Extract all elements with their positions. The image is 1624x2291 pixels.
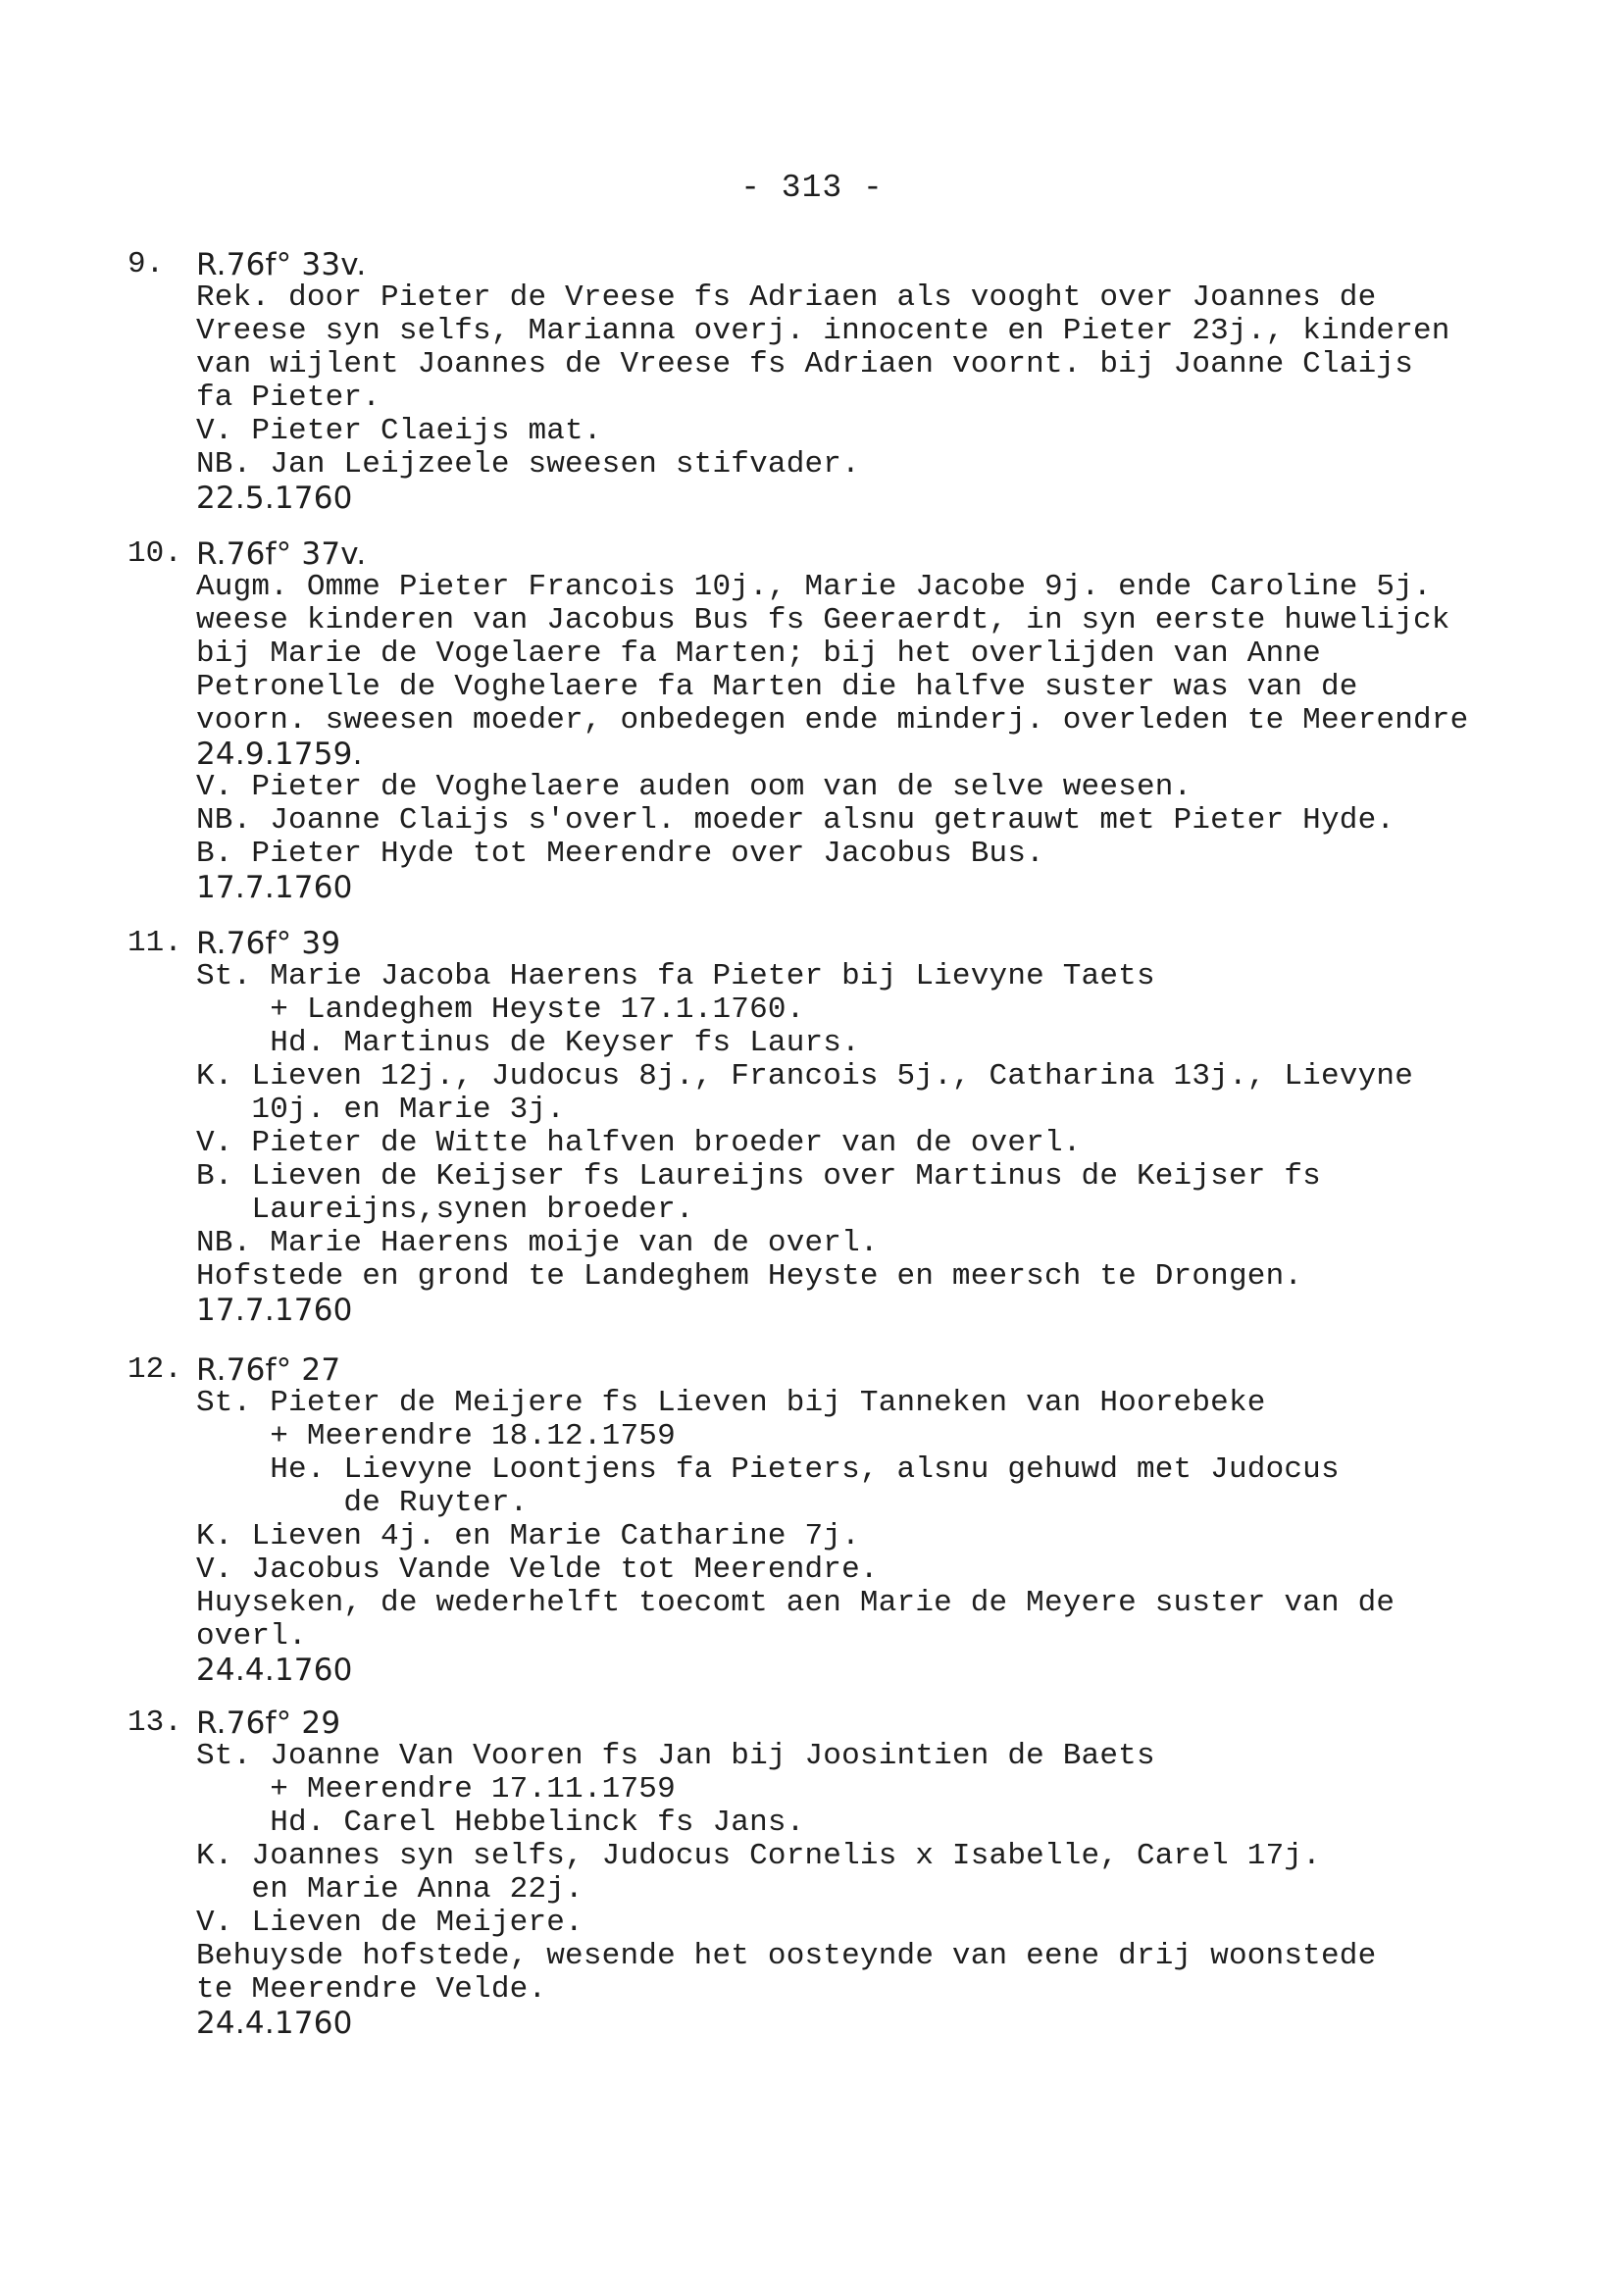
entry-line: 10j. en Marie 3j. [196, 1093, 566, 1127]
entry-line: Behuysde hofstede, wesende het oosteynde van eene drij woonstede [196, 1939, 1377, 1973]
page-number: - 313 - [740, 170, 884, 206]
entry-body [196, 248, 1589, 515]
entry-body [196, 1706, 1589, 2040]
entry-date: 24.4.1760 [196, 2006, 353, 2041]
entry-line: NB. Joanne Claijs s'overl. moeder alsnu getrauwt met Pieter Hyde. [196, 803, 1396, 838]
entry-line: + Meerendre 17.11.1759 [196, 1772, 676, 1807]
entry-date: 17.7.1760 [196, 1293, 353, 1328]
entry-line: Hd. Carel Hebbelinck fs Jans. [196, 1806, 805, 1840]
entry-number: 9. [127, 247, 165, 281]
entry-date: 17.7.1760 [196, 870, 353, 905]
entry-line: V. Pieter de Witte halfven broeder van de overl. [196, 1126, 1082, 1160]
entry-line: te Meerendre Velde. [196, 1972, 547, 2007]
entry-line: weese kinderen van Jacobus Bus fs Geeraerdt, in syn eerste huwelijck [196, 603, 1450, 637]
entry-body [196, 537, 1589, 904]
entry-number: 10. [127, 536, 182, 571]
entry-line: voorn. sweesen moeder, onbedegen ende minderj. overleden te Meerendre [196, 703, 1469, 738]
entry-reference: R.76f° 27 [196, 1352, 341, 1388]
entry-line: St. Joanne Van Vooren fs Jan bij Joosintien de Baets [196, 1739, 1155, 1773]
entry-number: 11. [127, 926, 182, 960]
entry-body [196, 927, 1589, 1327]
entry-date: 24.4.1760 [196, 1653, 353, 1688]
entry-line: Hofstede en grond te Landeghem Heyste en meersch te Drongen. [196, 1259, 1303, 1294]
entry-line: Petronelle de Voghelaere fa Marten die halfve suster was van de [196, 670, 1358, 704]
entry-line: V. Pieter Claeijs mat. [196, 414, 602, 448]
entry-line: B. Lieven de Keijser fs Laureijns over Martinus de Keijser fs [196, 1159, 1321, 1194]
entry-line: NB. Jan Leijzeele sweesen stifvader. [196, 447, 860, 482]
entry-line: + Landeghem Heyste 17.1.1760. [196, 993, 805, 1027]
entry-line: K. Lieven 4j. en Marie Catharine 7j. [196, 1519, 860, 1553]
entry-body [196, 1353, 1589, 1687]
entry-line: V. Jacobus Vande Velde tot Meerendre. [196, 1553, 879, 1587]
entry-line: Laureijns,synen broeder. [196, 1193, 694, 1227]
entry-line: + Meerendre 18.12.1759 [196, 1419, 676, 1453]
entry-line: K. Lieven 12j., Judocus 8j., Francois 5j., Catharina 13j., Lievyne [196, 1059, 1413, 1094]
entry-line: Huyseken, de wederhelft toecomt aen Marie de Meyere suster van de [196, 1586, 1396, 1620]
entry-line: B. Pieter Hyde tot Meerendre over Jacobus Bus. [196, 837, 1044, 871]
entry-line: He. Lievyne Loontjens fa Pieters, alsnu gehuwd met Judocus [196, 1452, 1340, 1487]
entry-line: de Ruyter. [196, 1486, 529, 1520]
entry-line: Vreese syn selfs, Marianna overj. innocente en Pieter 23j., kinderen [196, 314, 1450, 348]
entry-line: Augm. Omme Pieter Francois 10j., Marie Jacobe 9j. ende Caroline 5j. [196, 570, 1432, 604]
entry-reference: R.76f° 33v. [196, 247, 367, 282]
entry-line: NB. Marie Haerens moije van de overl. [196, 1226, 879, 1260]
entry-line: K. Joannes syn selfs, Judocus Cornelis x Isabelle, Carel 17j. [196, 1839, 1321, 1873]
entry-number: 12. [127, 1352, 182, 1387]
entry-number: 13. [127, 1706, 182, 1740]
entry-line: Hd. Martinus de Keyser fs Laurs. [196, 1026, 860, 1060]
entry-reference: R.76f° 39 [196, 926, 341, 961]
entry-line: Rek. door Pieter de Vreese fs Adriaen als vooght over Joannes de [196, 280, 1377, 315]
entry-line: fa Pieter. [196, 381, 381, 415]
entry-line: en Marie Anna 22j. [196, 1872, 584, 1907]
entry-line: bij Marie de Vogelaere fa Marten; bij het overlijden van Anne [196, 636, 1321, 671]
entry-line: V. Pieter de Voghelaere auden oom van de selve weesen. [196, 770, 1193, 804]
entry-line: St. Pieter de Meijere fs Lieven bij Tanneken van Hoorebeke [196, 1386, 1266, 1420]
entry-line: overl. [196, 1619, 307, 1654]
entry-line: St. Marie Jacoba Haerens fa Pieter bij Lievyne Taets [196, 959, 1155, 993]
entry-line: van wijlent Joannes de Vreese fs Adriaen voornt. bij Joanne Claijs [196, 347, 1413, 382]
entry-line: 24.9.1759. [196, 737, 363, 772]
entry-reference: R.76f° 37v. [196, 536, 367, 572]
entry-date: 22.5.1760 [196, 481, 353, 516]
entry-reference: R.76f° 29 [196, 1706, 341, 1741]
entry-line: V. Lieven de Meijere. [196, 1906, 584, 1940]
